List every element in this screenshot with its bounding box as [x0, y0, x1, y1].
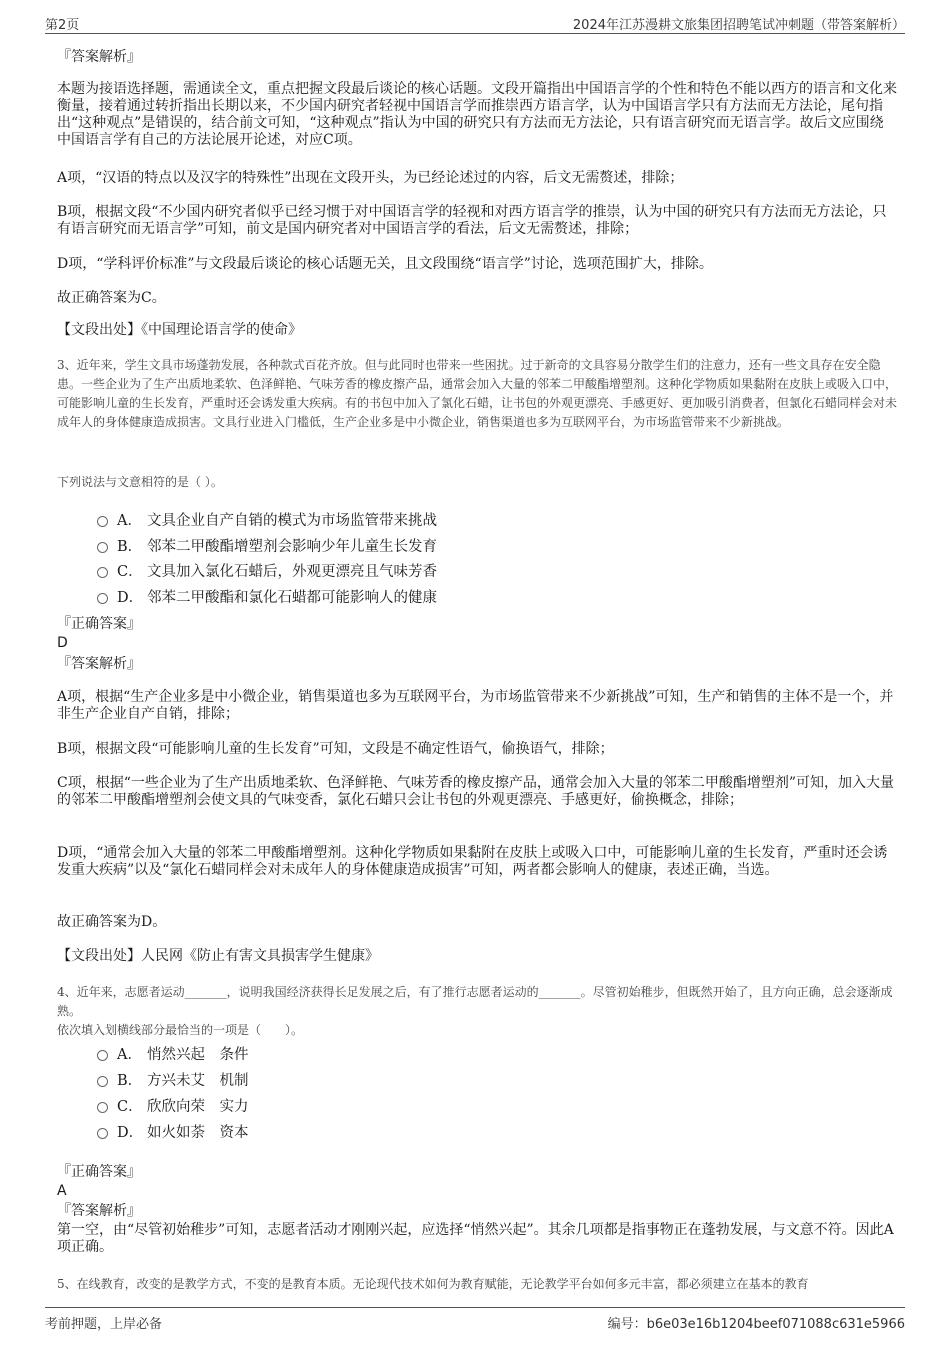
- header-divider: [45, 33, 905, 34]
- option-letter: C．: [117, 1098, 143, 1115]
- q3-stem: 3、近年来，学生文具市场蓬勃发展，各种款式百花齐放。但与此同时也带来一些困扰。过于新奇的文具容易分散学生们的注意力，还有一些文具存在安全隐患。一些企业为了生产出质地柔软、色泽鲜艳、气味芳香的橡皮擦产品，通常会加入大量的邻苯二甲酸酯增塑剂。这种化学物质如果黏附在皮肤上或吸入口中，可能影响儿童的生长发育，严重时还会诱发重大疾病。有的书包中加入了氯化石蜡，让书包的外观更漂亮、手感更好、更加吸引消费者，但氯化石蜡同样会对未成年人的身体健康造成损害。文具行业进入门槛低，生产企业多是中小微企业，销售渠道也多为互联网平台，为市场监管带来不少新挑战。: [57, 358, 898, 429]
- q3-answer: D: [57, 635, 68, 651]
- q3-option-b-analysis: B项，根据文段“可能影响儿童的生长发育”可知，文段是不确定性语气，偷换语气，排除；: [57, 741, 614, 757]
- q4-option-a[interactable]: [97, 1043, 249, 1063]
- option-letter: A．: [117, 1046, 142, 1063]
- q2-source: 【文段出处】《中国理论语言学的使命》: [57, 322, 302, 338]
- option-text: 邻苯二甲酸酯增塑剂会影响少年儿童生长发育: [147, 538, 437, 555]
- q4-answer-label: 『正确答案』: [57, 1164, 141, 1180]
- q4-option-d[interactable]: [97, 1121, 249, 1141]
- page-number: 第2页: [45, 18, 80, 33]
- q2-option-a-analysis: A项，“汉语的特点以及汉字的特殊性”出现在文段开头，为已经论述过的内容，后文无需赘述，排除；: [57, 170, 684, 186]
- q3-analysis-label: 『答案解析』: [57, 656, 141, 672]
- q4-prompt: 依次填入划横线部分最恰当的一项是（ ）。: [57, 1023, 304, 1037]
- radio-icon[interactable]: [97, 1102, 108, 1113]
- option-text: 悄然兴起 条件: [147, 1046, 249, 1063]
- q2-option-d-analysis: D项，“学科评价标准”与文段最后谈论的核心话题无关，且文段围绕“语言学”讨论，选项范围扩大，排除。: [57, 256, 713, 272]
- option-letter: C．: [117, 563, 143, 580]
- q4-option-c[interactable]: [97, 1095, 249, 1115]
- q3-option-b[interactable]: [97, 535, 437, 555]
- q3-conclusion: 故正确答案为D。: [57, 914, 167, 930]
- option-letter: D．: [117, 589, 144, 606]
- footer-divider: [45, 1307, 905, 1308]
- q3-option-a[interactable]: [97, 509, 437, 529]
- q4-analysis-text: 第一空，由“尽管初始稚步”可知，志愿者活动才刚刚兴起，应选择“悄然兴起”。其余几项都是指事物正在蓬勃发展，与文意不符。因此A项正确。: [57, 1222, 894, 1255]
- option-text: 邻苯二甲酸酯和氯化石蜡都可能影响人的健康: [147, 589, 437, 606]
- option-letter: B．: [117, 1072, 143, 1089]
- radio-icon[interactable]: [97, 542, 108, 553]
- document-code: 编号：b6e03e16b1204beef071088c631e5966: [607, 1317, 905, 1332]
- q4-analysis-label: 『答案解析』: [57, 1203, 141, 1219]
- q3-option-d[interactable]: [97, 586, 437, 606]
- option-text: 欣欣向荣 实力: [147, 1098, 249, 1115]
- option-letter: D．: [117, 1124, 144, 1141]
- option-letter: A．: [117, 512, 142, 529]
- radio-icon[interactable]: [97, 593, 108, 604]
- q3-option-d-analysis: D项，“通常会加入大量的邻苯二甲酸酯增塑剂。这种化学物质如果黏附在皮肤上或吸入口中，可能影响儿童的生长发育，严重时还会诱发重大疾病”以及“氯化石蜡同样会对未成年人的身体健康造成损害”可知，两者都会影响人的健康，表述正确，当选。: [57, 845, 888, 878]
- radio-icon[interactable]: [97, 1128, 108, 1139]
- option-letter: B．: [117, 538, 143, 555]
- q2-conclusion: 故正确答案为C。: [57, 290, 166, 306]
- q5-stem: 5、在线教育，改变的是教学方式，不变的是教育本质。无论现代技术如何为教育赋能，无论教学平台如何多元丰富，都必须建立在基本的教育: [57, 1277, 809, 1291]
- q2-analysis-text: 本题为接语选择题，需通读全文，重点把握文段最后谈论的核心话题。文段开篇指出中国语言学的个性和特色不能以西方的语言和文化来衡量，接着通过转折指出长期以来，不少国内研究者轻视中国语言学而推崇西方语言学，认为中国语言学只有方法而无方法论，尾句指出“这种观点”是错误的，结合前文可知，“这种观点”指认为中国的研究只有方法而无方法论，只有语言研究而无语言学。故后文应围绕中国语言学有自己的方法论展开论述，对应C项。: [57, 81, 897, 148]
- q4-option-b[interactable]: [97, 1069, 249, 1089]
- q3-answer-label: 『正确答案』: [57, 616, 141, 632]
- option-text: 方兴未艾 机制: [147, 1072, 249, 1089]
- q2-analysis-label: 『答案解析』: [57, 49, 141, 65]
- option-text: 如火如荼 资本: [147, 1124, 249, 1141]
- q3-option-c[interactable]: [97, 560, 437, 580]
- radio-icon[interactable]: [97, 516, 108, 527]
- q3-prompt: 下列说法与文意相符的是（ ）。: [57, 475, 223, 489]
- radio-icon[interactable]: [97, 567, 108, 578]
- radio-icon[interactable]: [97, 1050, 108, 1061]
- radio-icon[interactable]: [97, 1076, 108, 1087]
- q3-option-a-analysis: A项，根据“生产企业多是中小微企业，销售渠道也多为互联网平台，为市场监管带来不少新挑战”可知，生产和销售的主体不是一个，并非生产企业自产自销，排除；: [57, 689, 894, 722]
- q3-source: 【文段出处】人民网《防止有害文具损害学生健康》: [57, 948, 379, 964]
- document-title: 2024年江苏漫耕文旅集团招聘笔试冲刺题（带答案解析）: [572, 18, 905, 33]
- q4-answer: A: [57, 1183, 67, 1199]
- q4-stem: 4、近年来，志愿者运动_______，说明我国经济获得长足发展之后，有了推行志愿者运动的_______。尽管初始稚步，但既然开始了，且方向正确，总会逐渐成熟。: [57, 985, 893, 1018]
- q2-option-b-analysis: B项，根据文段“不少国内研究者似乎已经习惯于对中国语言学的轻视和对西方语言学的推崇，认为中国的研究只有方法而无方法论，只有语言研究而无语言学”可知，前文是国内研究者对中国语言学的看法，后文无需赘述，排除；: [57, 204, 887, 237]
- footer-slogan: 考前押题，上岸必备: [45, 1317, 163, 1332]
- option-text: 文具企业自产自销的模式为市场监管带来挑战: [147, 512, 437, 529]
- q3-option-c-analysis: C项，根据“一些企业为了生产出质地柔软、色泽鲜艳、气味芳香的橡皮擦产品，通常会加入大量的邻苯二甲酸酯增塑剂”可知，加入大量的邻苯二甲酸酯增塑剂会使文具的气味变香，氯化石蜡只会让书包的外观更漂亮、手感更好，偷换概念，排除；: [57, 775, 895, 808]
- option-text: 文具加入氯化石蜡后，外观更漂亮且气味芳香: [147, 563, 437, 580]
